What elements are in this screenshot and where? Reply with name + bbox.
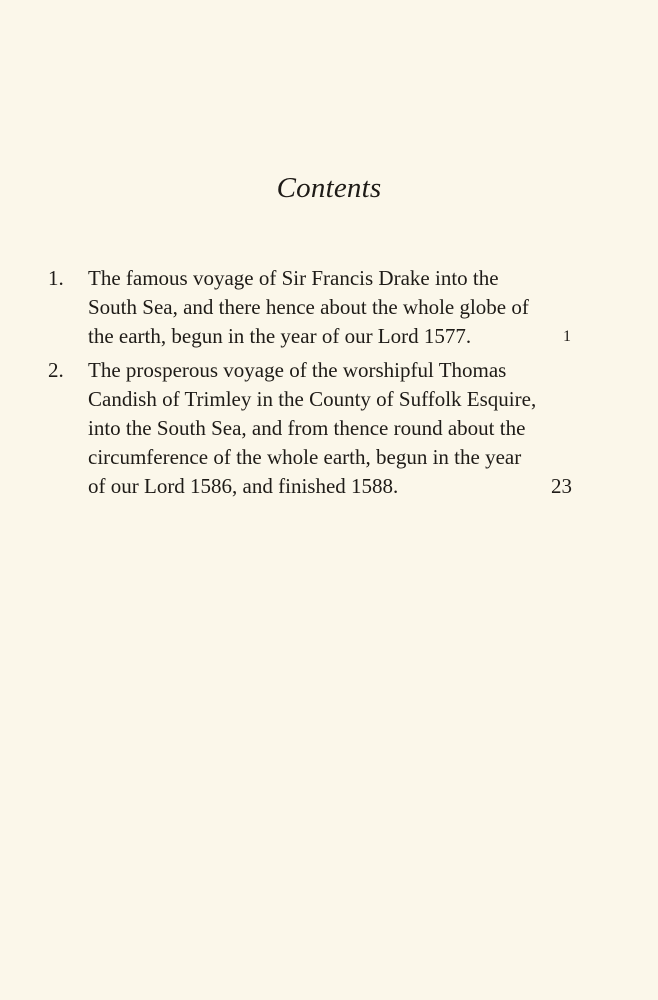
toc-entry-1 [48,264,588,351]
page-title: Contents [276,172,382,204]
toc-entry-page-number: 23 [551,474,572,498]
toc-entry-title: The famous voyage of Sir Francis Drake into the South Sea, and there hence about the whole globe of the earth, begun in the year of our Lord 1577. [88,266,529,348]
toc-entry-title: The prosperous voyage of the worshipful Thomas Candish of Trimley in the County of Suffolk Esquire, into the South Sea, and from thence round about the circumference of the whole earth, begun in the year of our Lord 1586, and finished 1588. [88,358,537,498]
toc-entry-2 [48,356,588,501]
toc-entry-number: 1. [48,266,64,290]
toc-entry-number: 2. [48,358,64,382]
table-of-contents [48,264,588,506]
toc-entry-page-number: 1 [563,328,571,345]
